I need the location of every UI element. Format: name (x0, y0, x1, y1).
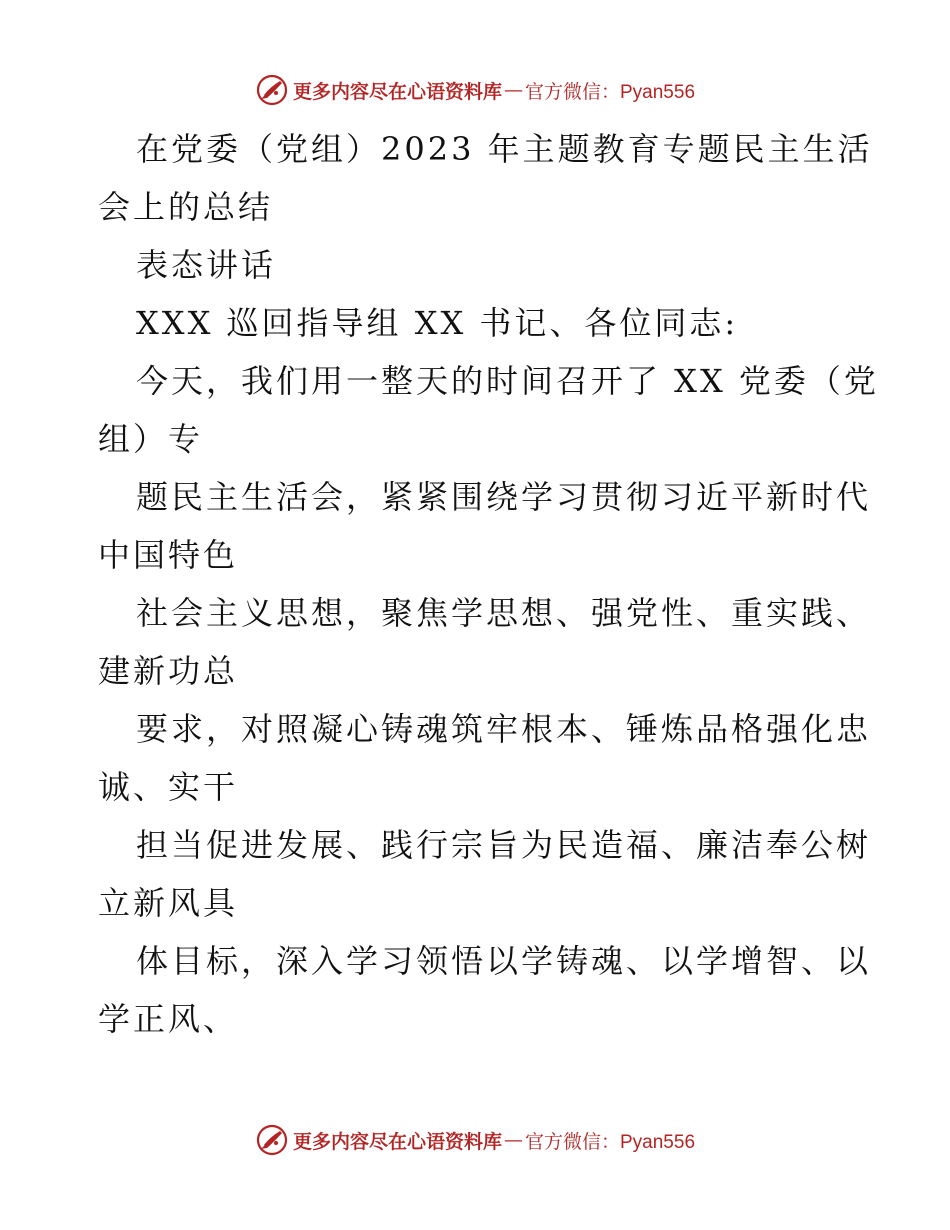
text-line: 中国特色 (98, 536, 239, 574)
banner-contact: 官方微信：Pyan556 (525, 81, 696, 103)
text-line: 诚、实干 (98, 768, 239, 806)
banner-text: 更多内容尽在心语资料库 (292, 80, 502, 103)
text-line: 立新风具 (98, 884, 239, 922)
banner-contact: 官方微信：Pyan556 (525, 1131, 696, 1153)
document-body (98, 120, 879, 1048)
text-line: 学正风、 (98, 1000, 239, 1038)
banner-separator: — (504, 79, 523, 101)
text-line: 题民主生活会，紧紧围绕学习贯彻习近平新时代 (136, 478, 872, 516)
text-line: 社会主义思想，聚焦学思想、强党性、重实践、 (136, 594, 872, 632)
text-line: 表态讲话 (136, 246, 277, 284)
footer-banner (0, 1120, 950, 1160)
text-line: 今天，我们用一整天的时间召开了 XX 党委（党 (136, 362, 879, 400)
pen-logo-icon (255, 1123, 289, 1157)
text-line: 体目标，深入学习领悟以学铸魂、以学增智、以 (136, 942, 872, 980)
text-line: 在党委（党组）2023 年主题教育专题民主生活 (136, 130, 873, 168)
text-line: 要求，对照凝心铸魂筑牢根本、锤炼品格强化忠 (136, 710, 872, 748)
text-line: 担当促进发展、践行宗旨为民造福、廉洁奉公树 (136, 826, 872, 864)
text-line: 建新功总 (98, 652, 239, 690)
header-banner (0, 70, 950, 110)
banner-separator: — (504, 1129, 523, 1151)
text-line: XXX 巡回指导组 XX 书记、各位同志: (136, 304, 739, 342)
text-line: 组）专 (98, 420, 204, 458)
banner-text: 更多内容尽在心语资料库 (292, 1130, 502, 1153)
pen-logo-icon (255, 73, 289, 107)
text-line: 会上的总结 (98, 188, 274, 226)
